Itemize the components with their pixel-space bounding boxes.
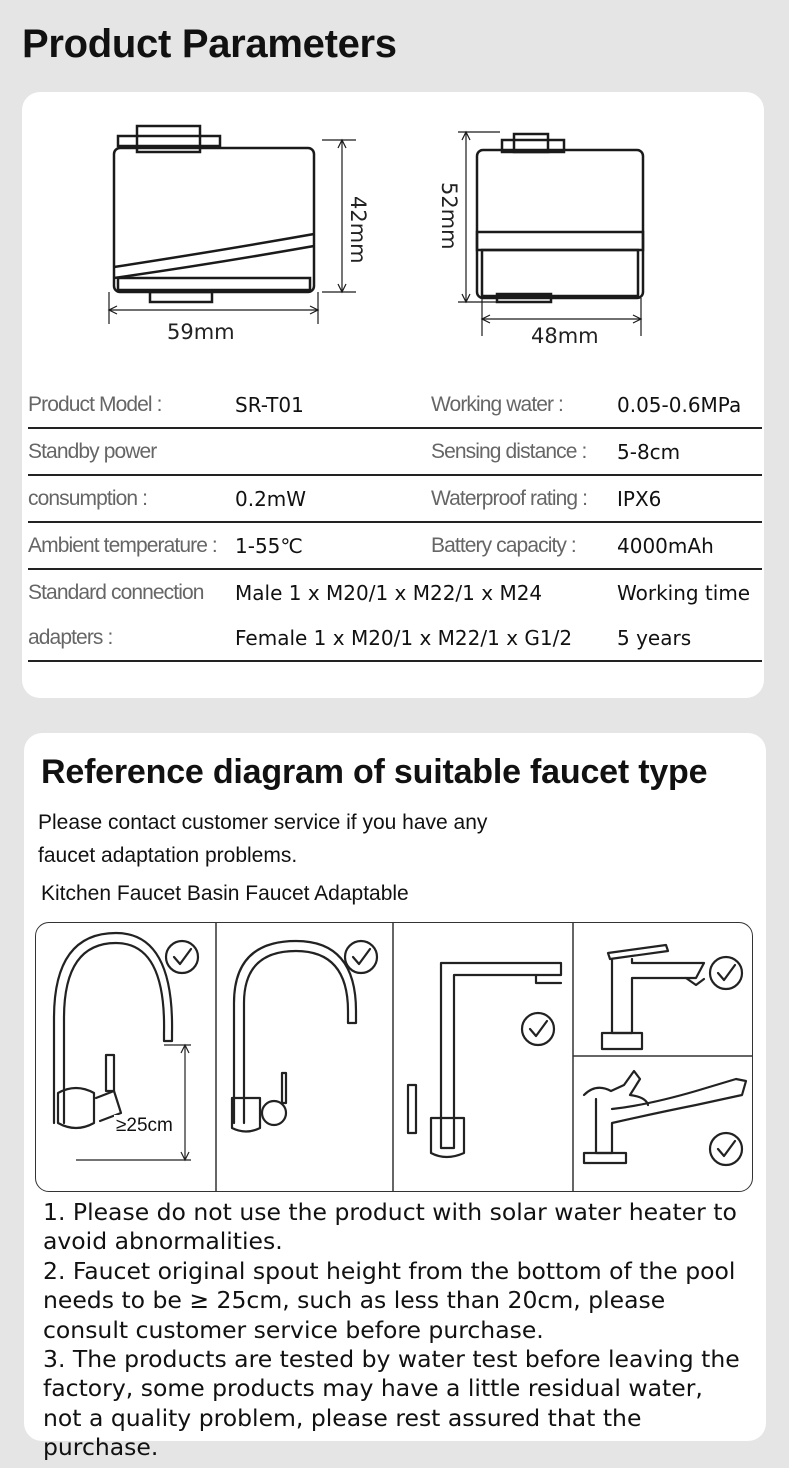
reference-card [24,733,766,1462]
dimension-drawing [22,92,764,382]
spec-label: adapters : [28,615,235,661]
adaptable-label: Kitchen Faucet Basin Faucet Adaptable [41,882,409,905]
basin-faucet-icon [602,945,742,1049]
side-height-label: 42mm [346,196,370,264]
faucet-grid [35,922,753,1192]
spec-row [28,382,762,428]
spec-row [28,475,762,522]
note-item: 2. Faucet original spout height from the bottom of the pool needs to be ≥ 25cm, such as less than 20cm, please consult customer service before purchase. [43,1256,736,1344]
spec-label: Ambient temperature : [28,522,235,569]
spec-label: Sensing distance : [431,428,617,475]
side-view-drawing [114,126,314,302]
contact-line-1: Please contact customer service if you have any [38,811,488,834]
reference-heading: Reference diagram of suitable faucet type [41,753,708,791]
spec-label: consumption : [28,475,235,522]
spec-row [28,615,762,661]
square-faucet-icon [408,963,561,1157]
page-title: Product Parameters [22,22,397,66]
spec-value: Female 1 x M20/1 x M22/1 x G1/2 [235,615,617,661]
gooseneck-faucet-icon [54,933,198,1128]
spec-label: Working water : [431,382,617,428]
spec-label: Standard connection [28,580,204,604]
spec-row [28,522,762,569]
spec-value: IPX6 [617,475,762,522]
note-item: 3. The products are tested by water test before leaving the factory, some products may have a little residual water, not a quality problem, please rest assured that the purchase. [43,1345,740,1462]
long-spout-faucet-icon [584,1071,746,1165]
spec-row [28,569,762,615]
spec-value: 4000mAh [617,522,762,569]
spec-value: 0.2mW [235,475,431,522]
front-width-label: 48mm [531,324,599,348]
side-width-label: 59mm [167,320,235,344]
spec-value: Working time [617,580,751,605]
spec-label: Waterproof rating : [431,475,617,522]
note-item: 1. Please do not use the product with solar water heater to avoid abnormalities. [43,1198,737,1256]
front-height-label: 52mm [437,182,461,250]
arc-faucet-icon [232,941,377,1132]
contact-line-2: faucet adaptation problems. [38,844,298,867]
spec-table [28,382,762,662]
spec-value: SR-T01 [235,382,431,428]
parameters-card [22,92,764,698]
spout-height-label: ≥25cm [116,1115,173,1136]
spec-label: Battery capacity : [431,522,617,569]
spec-row [28,428,762,475]
notes-list [43,1198,743,1463]
faucet-illustrations [36,923,752,1191]
spec-value: Male 1 x M20/1 x M22/1 x M24 [235,580,543,605]
spec-value: 5 years [617,615,762,661]
spec-label: Product Model : [28,382,235,428]
spec-label: Standby power [28,428,235,475]
spec-value: 1-55℃ [235,522,431,569]
front-view-drawing [477,134,643,302]
spec-value: 0.05-0.6MPa [617,382,762,428]
spec-value: 5-8cm [617,428,762,475]
